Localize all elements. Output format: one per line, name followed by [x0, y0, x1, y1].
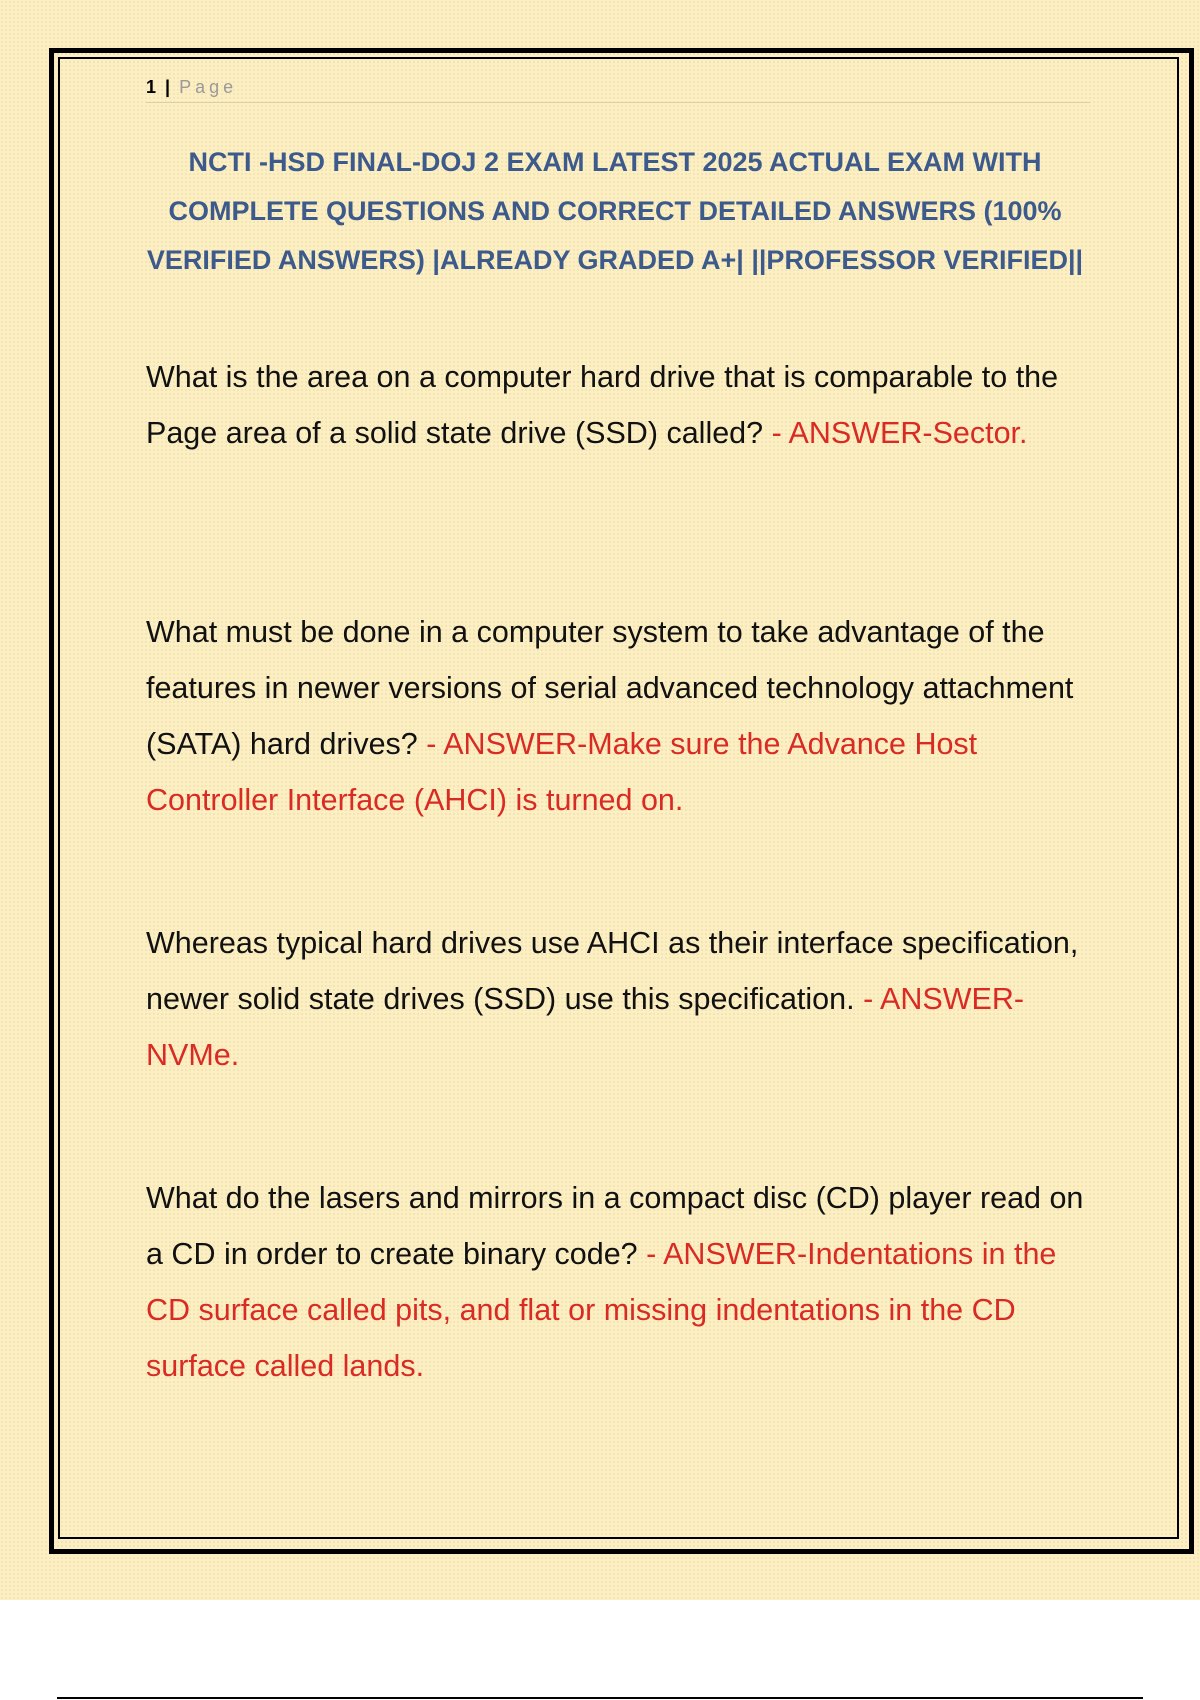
footer-rule [57, 1697, 1143, 1699]
page-label: Page [179, 77, 238, 97]
question-text: What is the area on a computer hard drive that is comparable to the Page area of a solid state drive (SSD) called? [146, 360, 1059, 450]
page-number: 1 [146, 77, 157, 97]
question-text: What do the lasers and mirrors in a compact disc (CD) player read on a CD in order to create binary code? [146, 1181, 1084, 1271]
qa-item [146, 604, 1106, 828]
qa-item [146, 915, 1106, 1083]
answer-text: - ANSWER-Indentations in the CD surface called pits, and flat or missing indentations in the CD surface called lands. [146, 1237, 1057, 1383]
answer-text: - ANSWER-NVMe. [146, 982, 1025, 1072]
page-header-separator: | [165, 77, 171, 97]
question-text: Whereas typical hard drives use AHCI as their interface specification, newer solid state drives (SSD) use this specification. [146, 926, 1079, 1016]
qa-item [146, 349, 1106, 461]
question-text: What must be done in a computer system to take advantage of the features in newer versions of serial advanced technology attachment (SATA) hard drives? [146, 615, 1074, 761]
qa-item [146, 1170, 1106, 1394]
answer-text: - ANSWER-Sector. [771, 416, 1028, 450]
document-title: NCTI -HSD FINAL-DOJ 2 EXAM LATEST 2025 ACTUAL EXAM WITH COMPLETE QUESTIONS AND CORRECT DETAILED ANSWERS (100% VERIFIED ANSWERS) |ALREADY GRADED A+| ||PROFESSOR VERIFIED|| [146, 147, 1084, 275]
answer-text: - ANSWER-Make sure the Advance Host Controller Interface (AHCI) is turned on. [146, 727, 978, 817]
page-header [146, 72, 1090, 103]
